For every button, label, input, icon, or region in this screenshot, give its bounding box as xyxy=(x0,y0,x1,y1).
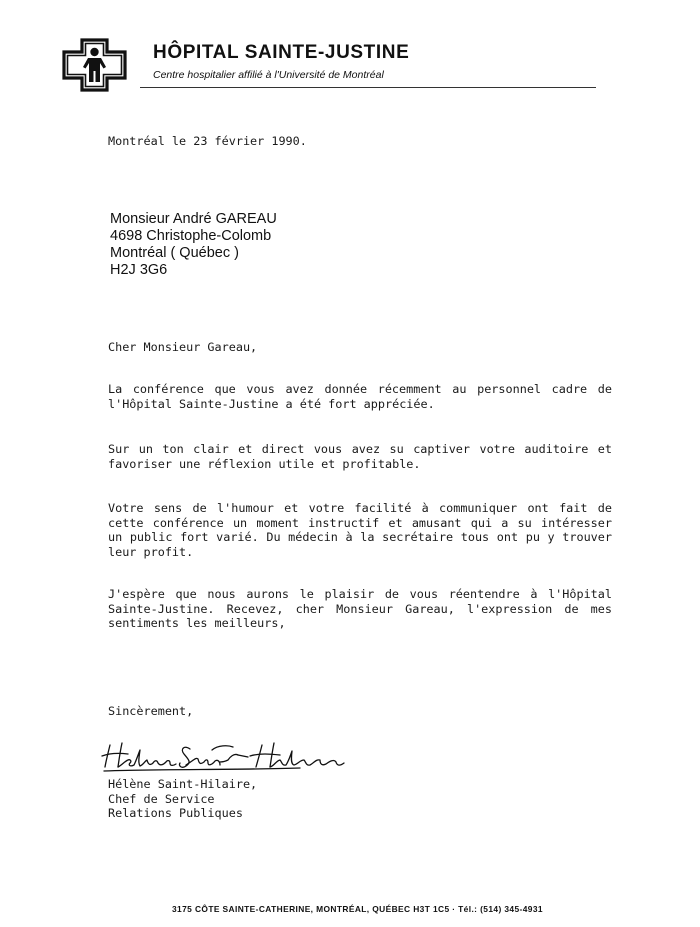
hospital-subtitle: Centre hospitalier affilié à l'Université de Montréal xyxy=(153,69,384,81)
salutation: Cher Monsieur Gareau, xyxy=(108,340,258,354)
letterhead-rule xyxy=(140,87,596,88)
footer-address: 3175 CÔTE SAINTE-CATHERINE, MONTRÉAL, QUÉBEC H3T 1C5 · Tél.: (514) 345-4931 xyxy=(172,904,543,914)
recipient-postal-code: H2J 3G6 xyxy=(110,262,168,278)
body-paragraph-3: Votre sens de l'humour et votre facilité à communiquer ont fait de cette conférence un moment instructif et amusant qui a su intéresser un public fort varié. Du médecin à la secrétaire tous ont pu y trouver leur profit. xyxy=(108,501,612,559)
signature-block xyxy=(108,777,257,821)
body-paragraph-4: J'espère que nous aurons le plaisir de vous réentendre à l'Hôpital Sainte-Justine. Recevez, cher Monsieur Gareau, l'expression de mes sentiments les meilleurs, xyxy=(108,587,612,630)
child-in-cross-logo-icon xyxy=(62,38,127,92)
hospital-name: HÔPITAL SAINTE-JUSTINE xyxy=(153,42,410,63)
date-line: Montréal le 23 février 1990. xyxy=(108,134,307,148)
recipient-name: Monsieur André GAREAU xyxy=(110,211,277,227)
recipient-address xyxy=(110,211,277,279)
body-paragraph-1: La conférence que vous avez donnée récemment au personnel cadre de l'Hôpital Sainte-Justine a été fort appréciée. xyxy=(108,382,612,411)
recipient-street: 4698 Christophe-Colomb xyxy=(110,228,272,244)
handwritten-signature xyxy=(100,735,350,773)
closing: Sincèrement, xyxy=(108,704,194,718)
signatory-name: Hélène Saint-Hilaire, xyxy=(108,777,258,791)
recipient-city: Montréal ( Québec ) xyxy=(110,245,239,261)
signatory-title: Chef de Service xyxy=(108,791,215,806)
body-paragraph-2: Sur un ton clair et direct vous avez su captiver votre auditoire et favoriser une réflexion utile et profitable. xyxy=(108,442,612,471)
signatory-department: Relations Publiques xyxy=(108,806,243,820)
